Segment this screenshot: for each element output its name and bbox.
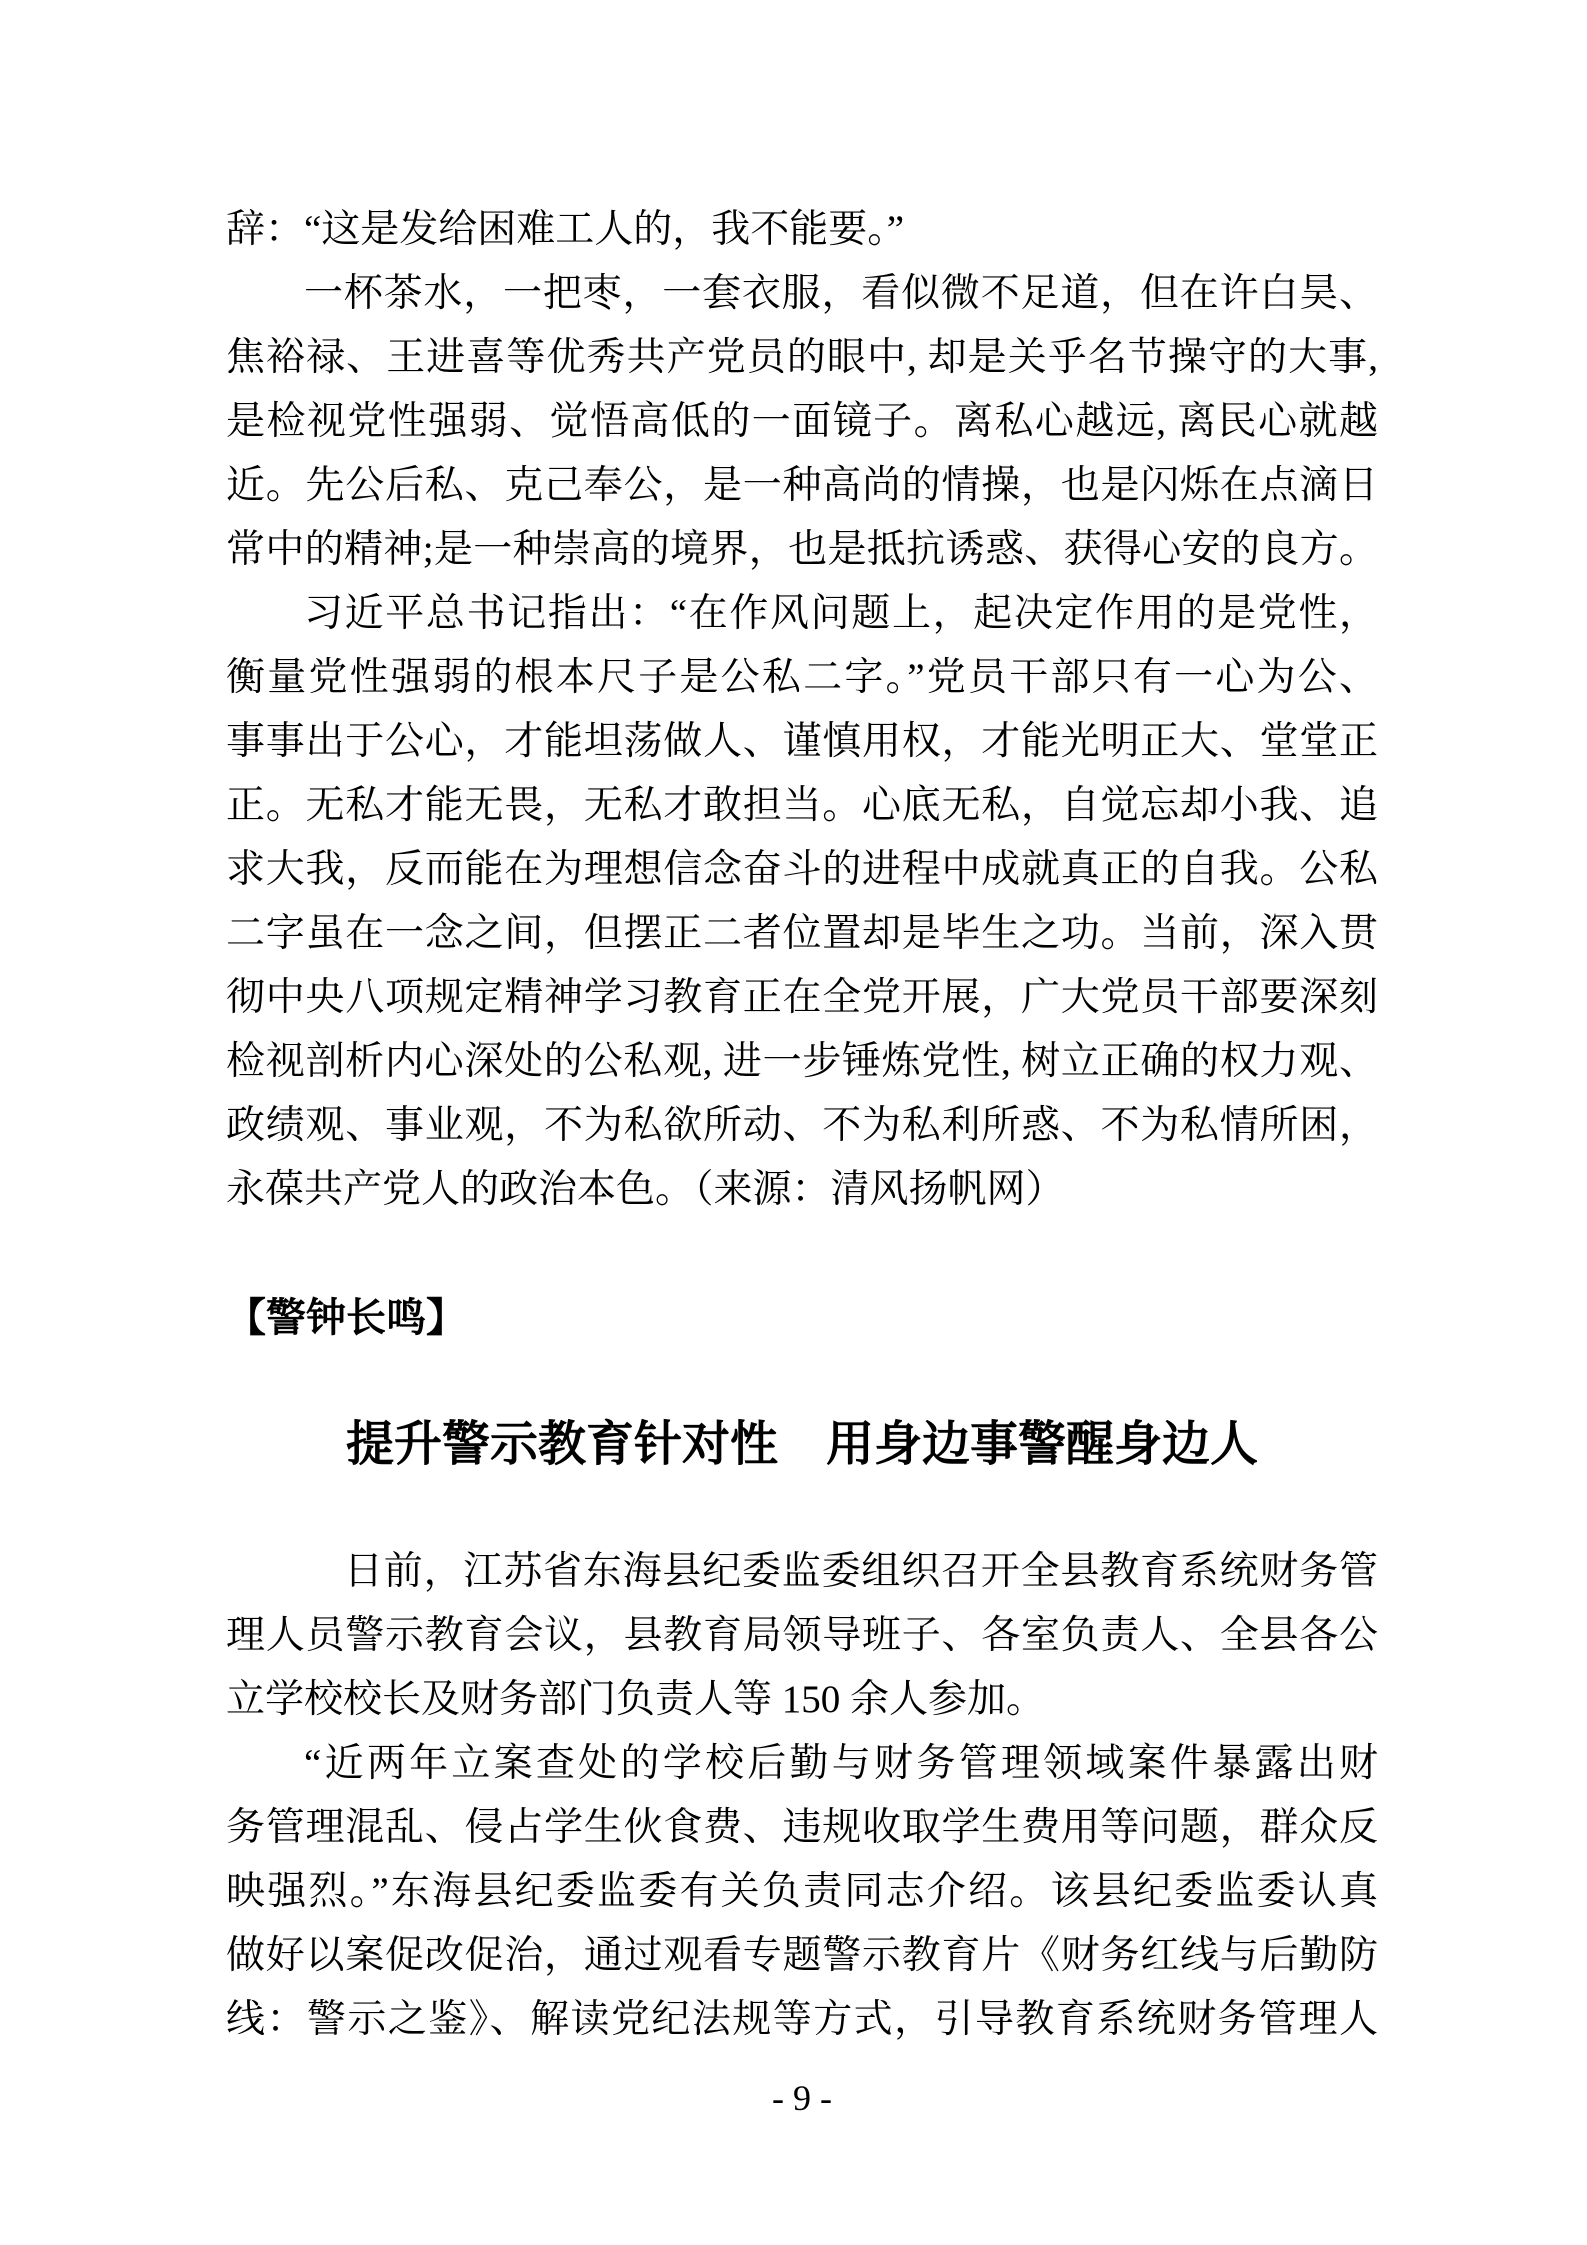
body-line: 线：警示之鉴》、解读党纪法规等方式，引导教育系统财务管理人 [226,1998,1378,2041]
body-line: “近两年立案查处的学校后勤与财务管理领域案件暴露出财 [304,1742,1378,1785]
body-line: 政绩观、事业观，不为私欲所动、不为私利所惑、不为私情所困， [226,1104,1378,1147]
article-title: 提升警示教育针对性 用身边事警醒身边人 [345,1418,1258,1471]
body-line: 是检视党性强弱、觉悟高低的一面镜子。离私心越远, 离民心就越 [226,400,1378,443]
paragraph-meeting [226,1540,1378,1732]
body-line: 常中的精神;是一种崇高的境界，也是抵抗诱惑、获得心安的良方。 [226,528,1378,571]
body-line: 二字虽在一念之间，但摆正二者位置却是毕生之功。当前，深入贯 [226,912,1378,955]
body-line: 做好以案促改促治，通过观看专题警示教育片《财务红线与后勤防 [226,1934,1378,1977]
body-line: 辞：“这是发给困难工人的，我不能要。” [226,208,905,251]
body-line: 务管理混乱、侵占学生伙食费、违规收取学生费用等问题，群众反 [226,1806,1378,1849]
body-line: 事事出于公心，才能坦荡做人、谨慎用权，才能光明正大、堂堂正 [226,720,1378,763]
paragraph-intro-continued [226,198,1378,262]
body-line: 检视剖析内心深处的公私观, 进一步锤炼党性, 树立正确的权力观、 [226,1040,1378,1083]
body-line: 日前，江苏省东海县纪委监委组织召开全县教育系统财务管 [344,1550,1378,1593]
body-line: 立学校校长及财务部门负责人等 150 余人参加。 [226,1678,1046,1721]
body-line: 一杯茶水，一把枣，一套衣服，看似微不足道，但在许白昊、 [304,272,1378,315]
body-line: 衡量党性强弱的根本尺子是公私二字。”党员干部只有一心为公、 [226,656,1378,699]
section-label-alarm-bell: 【警钟长鸣】 [226,1296,466,1340]
body-line: 理人员警示教育会议，县教育局领导班子、各室负责人、全县各公 [226,1614,1378,1657]
body-line: 正。无私才能无畏，无私才敢担当。心底无私，自觉忘却小我、追 [226,784,1378,827]
paragraph-tea-water [226,262,1378,582]
body-line: 近。先公后私、克己奉公，是一种高尚的情操，也是闪烁在点滴日 [226,464,1378,507]
paragraph-cases [226,1732,1378,2052]
page-number: - 9 - [772,2078,832,2118]
body-line: 焦裕禄、王进喜等优秀共产党员的眼中, 却是关乎名节操守的大事, [226,336,1378,379]
text-block [226,198,1378,2118]
body-line: 映强烈。”东海县纪委监委有关负责同志介绍。该县纪委监委认真 [226,1870,1378,1913]
body-line: 彻中央八项规定精神学习教育正在全党开展，广大党员干部要深刻 [226,976,1378,1019]
body-line: 永葆共产党人的政治本色。（来源：清风扬帆网） [226,1168,1065,1211]
body-line: 求大我，反而能在为理想信念奋斗的进程中成就真正的自我。公私 [226,848,1378,891]
body-line: 习近平总书记指出：“在作风问题上，起决定作用的是党性， [304,592,1378,635]
paragraph-xi-quote [226,582,1378,1222]
